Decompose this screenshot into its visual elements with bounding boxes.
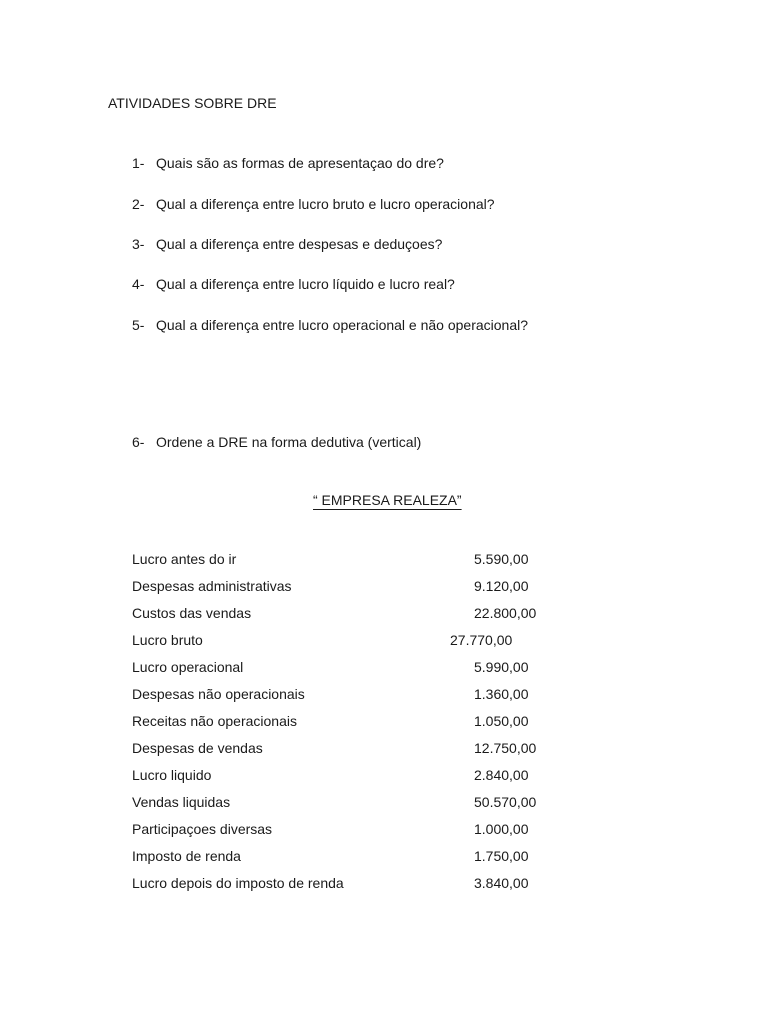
entry-row: [132, 632, 552, 652]
question-number: 5-: [132, 317, 145, 333]
entry-value: 2.840,00: [474, 767, 529, 783]
entry-label: Despesas de vendas: [132, 740, 263, 756]
entry-row: [132, 551, 552, 571]
entry-label: Imposto de renda: [132, 848, 241, 864]
question-number: 3-: [132, 236, 145, 252]
company-heading: “ EMPRESA REALEZA”: [313, 492, 462, 508]
entry-row: [132, 659, 552, 679]
question-text: Qual a diferença entre lucro líquido e lucro real?: [156, 276, 455, 292]
question-5: [132, 317, 528, 333]
entry-value: 3.840,00: [474, 875, 529, 891]
question-number: 2-: [132, 196, 145, 212]
entry-label: Lucro antes do ir: [132, 551, 237, 567]
entry-label: Lucro bruto: [132, 632, 203, 648]
entry-value: 1.360,00: [474, 686, 529, 702]
question-2: [132, 196, 495, 212]
question-number: 1-: [132, 155, 145, 171]
entry-row: [132, 740, 552, 760]
entry-row: [132, 848, 552, 868]
entry-label: Lucro operacional: [132, 659, 244, 675]
entry-row: [132, 713, 552, 733]
question-text: Qual a diferença entre despesas e deduçoes?: [156, 236, 443, 252]
entry-row: [132, 686, 552, 706]
question-number: 4-: [132, 276, 145, 292]
entry-label: Custos das vendas: [132, 605, 252, 621]
entry-value: 50.570,00: [474, 794, 537, 810]
question-6: [132, 434, 421, 450]
entry-label: Receitas não operacionais: [132, 713, 297, 729]
question-text: Ordene a DRE na forma dedutiva (vertical): [156, 434, 422, 450]
entry-row: [132, 767, 552, 787]
question-4: [132, 276, 455, 292]
entry-label: Lucro depois do imposto de renda: [132, 875, 344, 891]
entry-value: 1.050,00: [474, 713, 529, 729]
question-text: Qual a diferença entre lucro operacional e não operacional?: [156, 317, 529, 333]
entry-row: [132, 605, 552, 625]
entry-value: 5.990,00: [474, 659, 529, 675]
question-1: [132, 155, 444, 171]
entry-label: Despesas não operacionais: [132, 686, 305, 702]
document-title: ATIVIDADES SOBRE DRE: [108, 95, 277, 111]
entry-row: [132, 794, 552, 814]
entry-value: 9.120,00: [474, 578, 529, 594]
question-3: [132, 236, 442, 252]
entry-value: 22.800,00: [474, 605, 537, 621]
entry-value: 27.770,00: [450, 632, 513, 648]
entry-row: [132, 821, 552, 841]
entry-value: 1.000,00: [474, 821, 529, 837]
question-text: Quais são as formas de apresentaçao do dre?: [156, 155, 444, 171]
entry-label: Despesas administrativas: [132, 578, 292, 594]
entry-label: Lucro liquido: [132, 767, 212, 783]
entry-label: Vendas liquidas: [132, 794, 231, 810]
entry-row: [132, 578, 552, 598]
entry-row: [132, 875, 552, 895]
entry-value: 1.750,00: [474, 848, 529, 864]
entry-value: 5.590,00: [474, 551, 529, 567]
question-text: Qual a diferença entre lucro bruto e lucro operacional?: [156, 196, 495, 212]
entry-value: 12.750,00: [474, 740, 537, 756]
entry-label: Participaçoes diversas: [132, 821, 273, 837]
question-number: 6-: [132, 434, 145, 450]
